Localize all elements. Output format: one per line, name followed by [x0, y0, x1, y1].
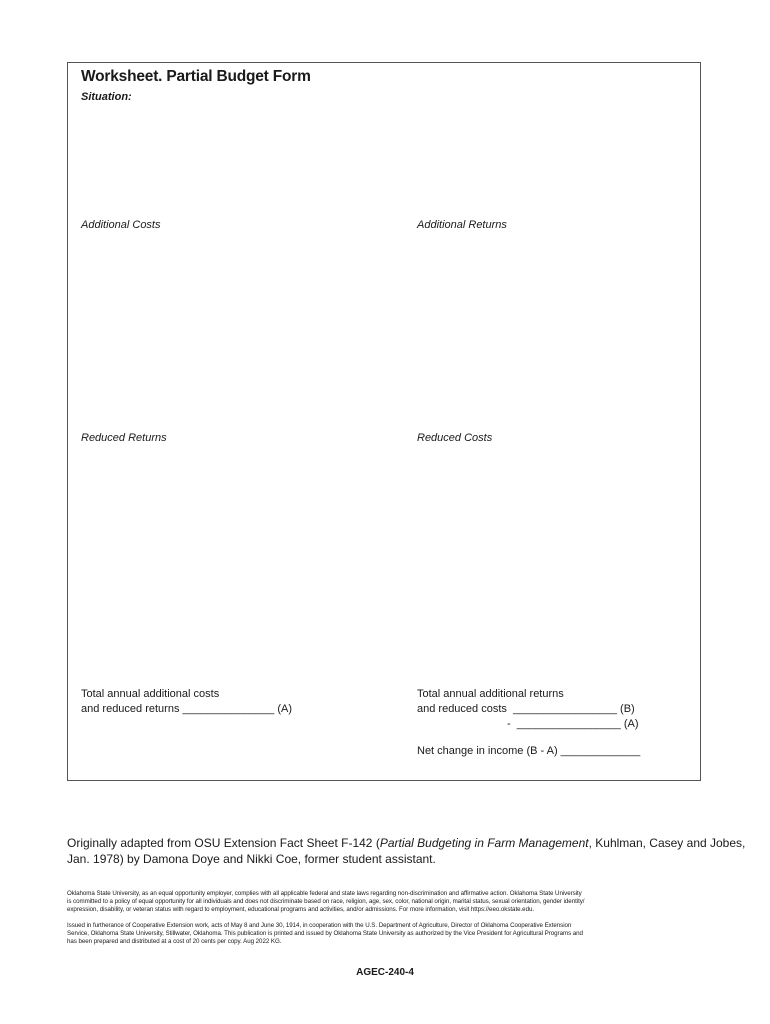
eeo-line: expression, disability, or veteran status with regard to employment, educational programs and activities, and/or admissions. For more information, visit https://eeo.okstate.edu. [67, 906, 535, 913]
situation-label: Situation: [81, 91, 132, 103]
additional-returns-label: Additional Returns [417, 219, 507, 231]
additional-costs-label: Additional Costs [81, 219, 161, 231]
total-additional-costs-label: Total annual additional costs [81, 688, 220, 700]
eeo-line: is committed to a policy of equal opportunity for all individuals and does not discriminate based on race, religion, age, sex, color, national origin, marital status, sexual orientation, gender identity/ [67, 898, 585, 905]
eeo-line: Oklahoma State University, as an equal opportunity employer, complies with all applicable federal and state laws regarding non-discrimination and affirmative action. Oklahoma State University [67, 890, 582, 897]
total-a-line: and reduced returns _______________ (A) [81, 703, 292, 715]
issued-line: Issued in furtherance of Cooperative Extension work, acts of May 8 and June 30, 1914, in cooperation with the U.S. Department of Agriculture, Director of Oklahoma Cooperative Extension [67, 922, 572, 929]
adapted-source-title: Partial Budgeting in Farm Management [379, 836, 589, 850]
total-additional-returns-label: Total annual additional returns [417, 688, 564, 700]
partial-budget-form [67, 62, 701, 781]
reduced-costs-label: Reduced Costs [417, 432, 493, 444]
adapted-line-1 [67, 835, 746, 851]
issued-line: Service, Oklahoma State University, Stillwater, Oklahoma. This publication is printed and issued by Oklahoma State University as authorized by the Vice President for Agricultural Programs and [67, 930, 583, 937]
issued-statement [67, 922, 707, 946]
issued-line: has been prepared and distributed at a cost of 20 cents per copy. Aug 2022 KG. [67, 938, 282, 945]
reduced-returns-label: Reduced Returns [81, 432, 167, 444]
total-b-line: and reduced costs _________________ (B) [417, 703, 635, 715]
adapted-note [67, 835, 746, 867]
net-change-line: Net change in income (B - A) _____________ [417, 745, 641, 757]
minus-a-line: - _________________ (A) [507, 718, 639, 730]
document-code: AGEC-240-4 [356, 967, 414, 978]
adapted-prefix: Originally adapted from OSU Extension Fact Sheet F-142 ( [67, 836, 380, 850]
eeo-statement [67, 890, 707, 914]
adapted-suffix: , Kuhlman, Casey and Jobes, [588, 836, 746, 850]
adapted-line-2: Jan. 1978) by Damona Doye and Nikki Coe, former student assistant. [67, 852, 436, 866]
form-title: Worksheet. Partial Budget Form [81, 68, 311, 85]
